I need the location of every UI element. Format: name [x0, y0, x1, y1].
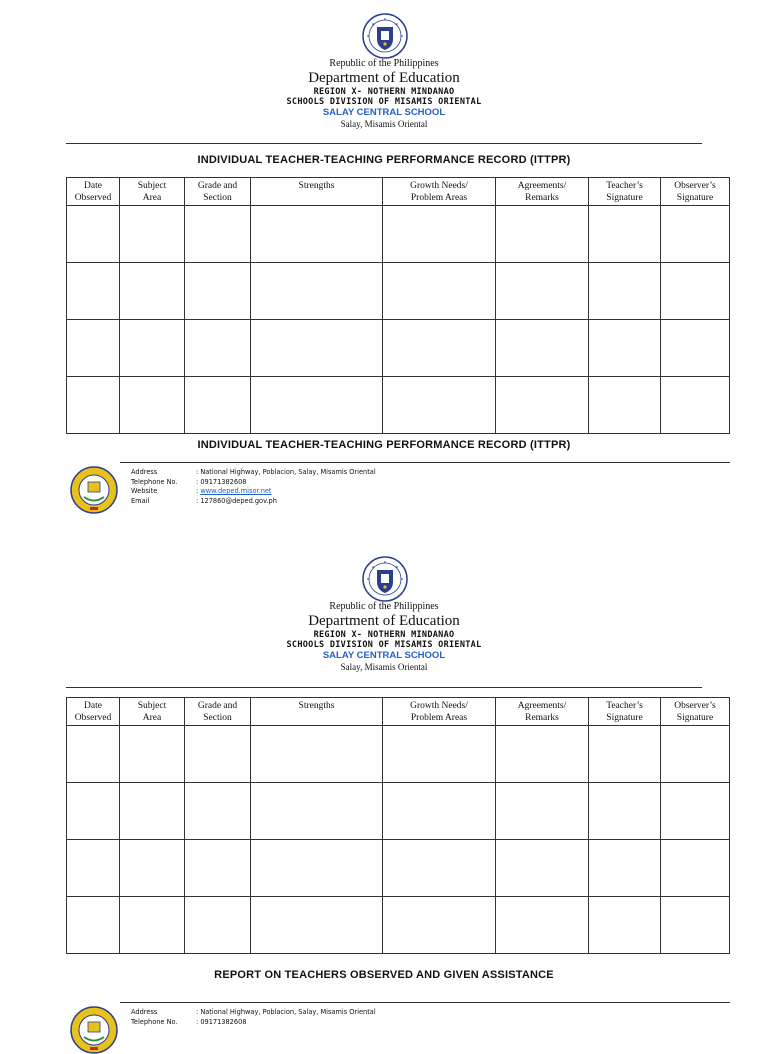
table-cell[interactable]: [185, 783, 251, 840]
footer-label-website: Website: [131, 487, 158, 496]
table-cell[interactable]: [251, 377, 383, 434]
table-cell[interactable]: [496, 263, 589, 320]
footer-divider: [120, 462, 730, 463]
col-teacher-signature: Teacher’s Signature: [589, 178, 661, 206]
footer-label-address: Address: [131, 1008, 158, 1016]
table-cell[interactable]: [589, 726, 661, 783]
school-name: SALAY CENTRAL SCHOOL: [322, 650, 446, 661]
table-cell[interactable]: [67, 726, 120, 783]
record-title: INDIVIDUAL TEACHER-TEACHING PERFORMANCE RECORD (ITTPR): [197, 154, 571, 166]
footer-label-telephone: Telephone No.: [131, 1017, 178, 1026]
table-cell[interactable]: [496, 320, 589, 377]
footer-label-telephone: Telephone No.: [131, 477, 178, 486]
table-cell[interactable]: [185, 726, 251, 783]
table-cell[interactable]: [185, 840, 251, 897]
table-cell[interactable]: [383, 897, 496, 954]
table-cell[interactable]: [185, 897, 251, 954]
school-location: Salay, Misamis Oriental: [340, 119, 428, 129]
deped-seal-icon: [362, 13, 408, 59]
table-cell[interactable]: [589, 840, 661, 897]
table-cell[interactable]: [661, 206, 730, 263]
region-line: REGION X- NOTHERN MINDANAO: [313, 87, 455, 97]
table-cell[interactable]: [383, 840, 496, 897]
table-cell[interactable]: [67, 897, 120, 954]
col-date-observed: Date Observed: [67, 698, 120, 726]
table-row: [67, 726, 730, 783]
table-cell[interactable]: [661, 726, 730, 783]
school-logo-icon: [70, 1006, 118, 1054]
table-cell[interactable]: [496, 206, 589, 263]
table-cell[interactable]: [251, 783, 383, 840]
table-cell[interactable]: [120, 726, 185, 783]
table-cell[interactable]: [67, 206, 120, 263]
table-cell[interactable]: [661, 897, 730, 954]
table-row: [67, 377, 730, 434]
table-cell[interactable]: [496, 726, 589, 783]
table-header-row: [67, 698, 730, 726]
table-cell[interactable]: [383, 320, 496, 377]
table-cell[interactable]: [185, 320, 251, 377]
col-observer-signature: Observer’s Signature: [661, 698, 730, 726]
footer-divider: [120, 1002, 730, 1003]
table-row: [67, 206, 730, 263]
col-teacher-signature: Teacher’s Signature: [589, 698, 661, 726]
table-cell[interactable]: [661, 263, 730, 320]
table-cell[interactable]: [589, 783, 661, 840]
col-subject-area: Subject Area: [120, 178, 185, 206]
table-cell[interactable]: [496, 783, 589, 840]
col-subject-area: Subject Area: [120, 698, 185, 726]
table-cell[interactable]: [185, 377, 251, 434]
footer-labels: [131, 1008, 178, 1027]
report-title: REPORT ON TEACHERS OBSERVED AND GIVEN ASSISTANCE: [214, 969, 554, 981]
region-line: REGION X- NOTHERN MINDANAO: [313, 630, 455, 640]
table-cell[interactable]: [661, 377, 730, 434]
table-cell[interactable]: [67, 783, 120, 840]
footer-value-address: : National Highway, Poblacion, Salay, Misamis Oriental: [196, 1008, 376, 1016]
table-cell[interactable]: [383, 206, 496, 263]
footer-value-telephone: : 09171382608: [196, 477, 247, 486]
table-cell[interactable]: [383, 783, 496, 840]
table-cell[interactable]: [185, 263, 251, 320]
table-row: [67, 320, 730, 377]
table-cell[interactable]: [120, 320, 185, 377]
republic-line: Republic of the Philippines: [329, 58, 439, 69]
table-cell[interactable]: [120, 840, 185, 897]
division-line: SCHOOLS DIVISION OF MISAMIS ORIENTAL: [286, 97, 482, 107]
table-cell[interactable]: [120, 897, 185, 954]
observation-table: [66, 177, 730, 434]
department-name: Department of Education: [308, 613, 460, 629]
table-cell[interactable]: [120, 377, 185, 434]
table-row: [67, 840, 730, 897]
header-divider: [66, 687, 702, 688]
header-divider: [66, 143, 702, 144]
table-row: [67, 783, 730, 840]
school-location: Salay, Misamis Oriental: [340, 662, 428, 672]
col-agreements: Agreements/ Remarks: [496, 178, 589, 206]
footer-labels: [131, 468, 178, 506]
table-cell[interactable]: [383, 377, 496, 434]
table-cell[interactable]: [496, 897, 589, 954]
footer-label-address: Address: [131, 468, 158, 476]
col-strengths: Strengths: [251, 178, 383, 206]
table-cell[interactable]: [67, 263, 120, 320]
table-cell[interactable]: [589, 206, 661, 263]
department-name: Department of Education: [308, 70, 460, 86]
table-cell[interactable]: [589, 263, 661, 320]
observation-table: [66, 697, 730, 954]
table-row: [67, 263, 730, 320]
col-growth-needs: Growth Needs/ Problem Areas: [383, 178, 496, 206]
table-cell[interactable]: [496, 377, 589, 434]
table-cell[interactable]: [251, 263, 383, 320]
footer-value-email: : 127860@deped.gov.ph: [196, 496, 277, 505]
footer-values: [196, 468, 376, 506]
division-line: SCHOOLS DIVISION OF MISAMIS ORIENTAL: [286, 640, 482, 650]
footer-value-address: : National Highway, Poblacion, Salay, Misamis Oriental: [196, 468, 376, 476]
table-cell[interactable]: [251, 897, 383, 954]
table-cell[interactable]: [383, 726, 496, 783]
footer-label-email: Email: [131, 496, 150, 505]
footer-value-telephone: : 09171382608: [196, 1017, 247, 1026]
col-agreements: Agreements/ Remarks: [496, 698, 589, 726]
col-strengths: Strengths: [251, 698, 383, 726]
col-growth-needs: Growth Needs/ Problem Areas: [383, 698, 496, 726]
school-name: SALAY CENTRAL SCHOOL: [322, 107, 446, 118]
website-link[interactable]: www.deped.misor.net: [200, 487, 272, 496]
school-logo-icon: [70, 466, 118, 514]
table-cell[interactable]: [589, 377, 661, 434]
table-cell[interactable]: [251, 726, 383, 783]
table-cell[interactable]: [120, 263, 185, 320]
table-header-row: [67, 178, 730, 206]
table-cell[interactable]: [120, 783, 185, 840]
footer-value-website: : www.deped.misor.net: [196, 487, 272, 496]
table-cell[interactable]: [661, 840, 730, 897]
table-cell[interactable]: [185, 206, 251, 263]
letterhead: [0, 58, 768, 130]
col-observer-signature: Observer’s Signature: [661, 178, 730, 206]
table-cell[interactable]: [661, 320, 730, 377]
table-cell[interactable]: [383, 263, 496, 320]
col-date-observed: Date Observed: [67, 178, 120, 206]
table-cell[interactable]: [67, 320, 120, 377]
footer-values: [196, 1008, 376, 1027]
table-cell[interactable]: [251, 206, 383, 263]
table-row: [67, 897, 730, 954]
table-cell[interactable]: [661, 783, 730, 840]
col-grade-section: Grade and Section: [185, 178, 251, 206]
table-cell[interactable]: [67, 377, 120, 434]
table-cell[interactable]: [251, 320, 383, 377]
table-cell[interactable]: [589, 897, 661, 954]
col-grade-section: Grade and Section: [185, 698, 251, 726]
table-cell[interactable]: [496, 840, 589, 897]
table-cell[interactable]: [251, 840, 383, 897]
record-title-repeat: INDIVIDUAL TEACHER-TEACHING PERFORMANCE RECORD (ITTPR): [197, 439, 571, 451]
table-cell[interactable]: [120, 206, 185, 263]
table-cell[interactable]: [589, 320, 661, 377]
letterhead: [0, 601, 768, 673]
deped-seal-icon: [362, 556, 408, 602]
table-cell[interactable]: [67, 840, 120, 897]
republic-line: Republic of the Philippines: [329, 601, 439, 612]
